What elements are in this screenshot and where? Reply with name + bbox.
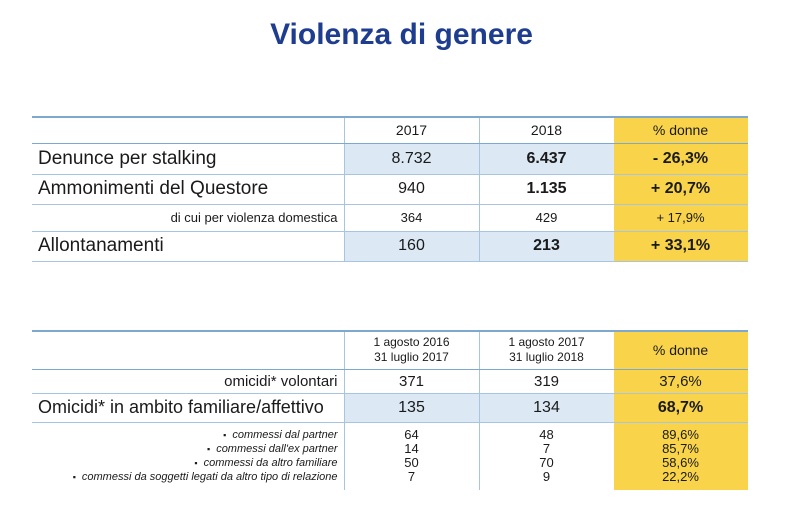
subrow-period-2	[479, 422, 614, 490]
cell-pct: + 20,7%	[614, 174, 748, 204]
table-row	[32, 143, 748, 174]
cell-pct: 37,6%	[614, 369, 748, 393]
table-row	[32, 174, 748, 204]
subrow-label: commessi da altro familiare	[203, 456, 338, 469]
header-period-2	[479, 331, 614, 369]
row-label: Allontanamenti	[32, 231, 344, 261]
stalking-table	[32, 116, 748, 262]
cell-2018: 1.135	[479, 174, 614, 204]
row-label: Omicidi* in ambito familiare/affettivo	[32, 393, 344, 422]
table-header-row	[32, 331, 748, 369]
cell-pct: 68,7%	[614, 393, 748, 422]
header-pct-donne: % donne	[614, 331, 748, 369]
subrow-label: commessi da soggetti legati da altro tipo di relazione	[81, 470, 338, 483]
bullet-icon: ▪	[223, 429, 227, 440]
bullet-icon: ▪	[206, 443, 211, 454]
subrow-value: 64	[404, 426, 419, 442]
subrow-labels	[32, 422, 344, 490]
subrow-value: 58,6%	[662, 454, 699, 470]
list-item	[32, 442, 344, 456]
bullet-icon: ▪	[72, 471, 76, 482]
list-item	[32, 470, 344, 484]
cell-period-2: 134	[479, 393, 614, 422]
subrow-period-1	[344, 422, 479, 490]
table-header-row	[32, 117, 748, 143]
subrow-value: 89,6%	[662, 426, 699, 442]
header-period-2-start: 1 agosto 2017	[508, 335, 585, 350]
header-period-1-start: 1 agosto 2016	[373, 335, 450, 350]
subrow-value: 48	[539, 426, 554, 442]
cell-pct: + 33,1%	[614, 231, 748, 261]
table-row	[32, 204, 748, 231]
cell-2017: 8.732	[344, 143, 479, 174]
subrow-value: 14	[404, 440, 419, 456]
cell-2017: 160	[344, 231, 479, 261]
subrow-value: 22,2%	[662, 468, 699, 484]
subrow-value: 9	[542, 468, 551, 484]
bullet-icon: ▪	[194, 457, 198, 468]
header-empty	[32, 331, 344, 369]
cell-2018: 429	[479, 204, 614, 231]
cell-2017: 364	[344, 204, 479, 231]
header-2017: 2017	[344, 117, 479, 143]
cell-pct: - 26,3%	[614, 143, 748, 174]
row-label: Denunce per stalking	[32, 143, 344, 174]
omicidi-table	[32, 330, 748, 490]
subrow-label: commessi dall'ex partner	[216, 442, 338, 455]
subrow-pct	[614, 422, 748, 490]
header-period-1	[344, 331, 479, 369]
table-row	[32, 369, 748, 393]
header-empty	[32, 117, 344, 143]
header-period-2-end: 31 luglio 2018	[509, 350, 584, 365]
subrow-value: 7	[542, 440, 551, 456]
cell-period-1: 371	[344, 369, 479, 393]
subrow-value: 70	[539, 454, 554, 470]
table-row	[32, 393, 748, 422]
page-title: Violenza di genere	[270, 18, 533, 51]
subrow-value: 50	[404, 454, 419, 470]
list-item	[32, 428, 344, 442]
cell-2018: 213	[479, 231, 614, 261]
header-2018: 2018	[479, 117, 614, 143]
subrows-block	[32, 422, 748, 490]
subrow-value: 85,7%	[662, 440, 699, 456]
cell-2017: 940	[344, 174, 479, 204]
subrow-value: 7	[407, 468, 416, 484]
cell-2018: 6.437	[479, 143, 614, 174]
row-label: omicidi* volontari	[32, 369, 344, 393]
cell-period-2: 319	[479, 369, 614, 393]
row-label: Ammonimenti del Questore	[32, 174, 344, 204]
list-item	[32, 456, 344, 470]
subrow-label: commessi dal partner	[232, 428, 338, 441]
table-row	[32, 231, 748, 261]
row-label: di cui per violenza domestica	[32, 204, 344, 231]
cell-pct: + 17,9%	[614, 204, 748, 231]
header-period-1-end: 31 luglio 2017	[374, 350, 449, 365]
header-pct-donne: % donne	[614, 117, 748, 143]
cell-period-1: 135	[344, 393, 479, 422]
